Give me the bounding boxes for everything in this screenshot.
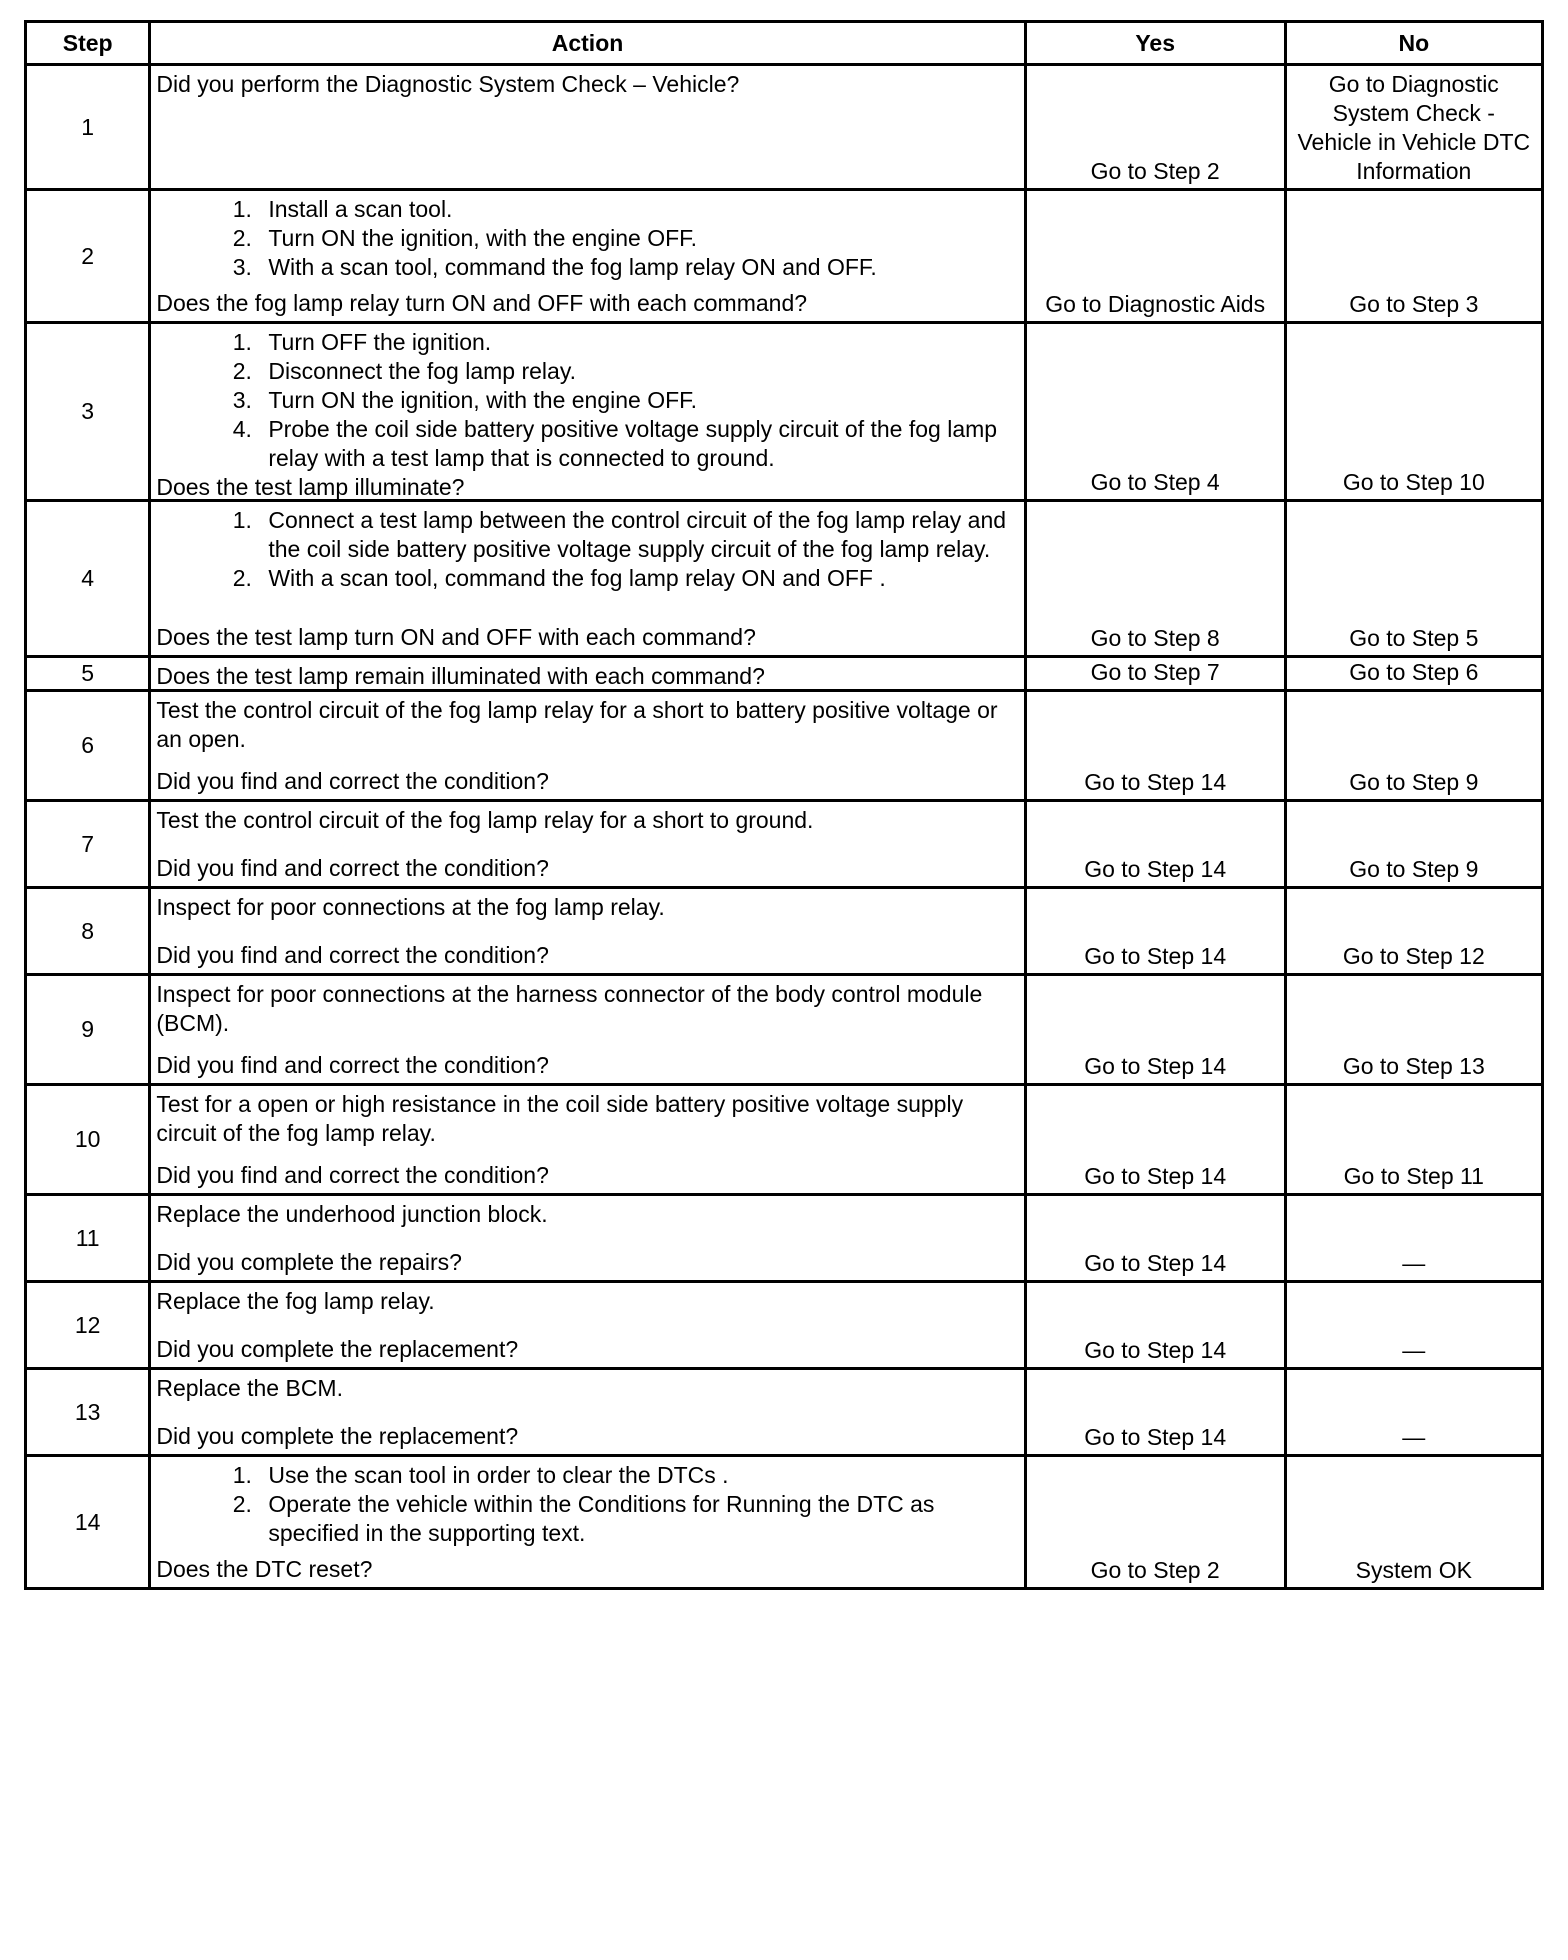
instruction-item: 2. Disconnect the fog lamp relay. xyxy=(258,357,1019,386)
step-number: 8 xyxy=(26,888,150,975)
instruction-item: 1. Install a scan tool. xyxy=(258,195,1019,224)
question-text: Does the test lamp turn ON and OFF with each command? xyxy=(156,624,756,650)
no-result: Go to Step 12 xyxy=(1285,888,1542,975)
question-text: Did you find and correct the condition? xyxy=(156,942,549,968)
action-cell xyxy=(150,1456,1025,1589)
instruction-item: 3. Turn ON the ignition, with the engine OFF. xyxy=(258,386,1019,415)
instruction-list xyxy=(156,506,1019,593)
instruction-list xyxy=(156,1461,1019,1548)
action-cell xyxy=(150,190,1025,323)
question-text: Did you complete the replacement? xyxy=(156,1336,519,1362)
header-row xyxy=(26,22,1543,65)
action-cell xyxy=(150,501,1025,657)
yes-result: Go to Diagnostic Aids xyxy=(1025,190,1285,323)
step-number: 9 xyxy=(26,975,150,1085)
table-row xyxy=(26,190,1543,323)
instruction-list xyxy=(156,328,1019,473)
no-result: Go to Step 9 xyxy=(1285,801,1542,888)
step-number: 11 xyxy=(26,1195,150,1282)
yes-result: Go to Step 14 xyxy=(1025,888,1285,975)
instruction-item: 4. Probe the coil side battery positive voltage supply circuit of the fog lamp relay with a test lamp that is connected to ground. xyxy=(258,415,1019,473)
question-text: Did you complete the replacement? xyxy=(156,1423,519,1449)
action-cell xyxy=(150,1195,1025,1282)
instruction-list xyxy=(156,195,1019,282)
action-cell xyxy=(150,691,1025,801)
no-result: Go to Step 10 xyxy=(1285,323,1542,501)
action-text: Inspect for poor connections at the fog lamp relay. xyxy=(156,894,665,920)
header-yes: Yes xyxy=(1025,22,1285,65)
instruction-item: 1. Use the scan tool in order to clear the DTCs . xyxy=(258,1461,1019,1490)
step-number: 6 xyxy=(26,691,150,801)
action-text: Replace the BCM. xyxy=(156,1375,343,1401)
action-cell xyxy=(150,1085,1025,1195)
action-text: Test the control circuit of the fog lamp relay for a short to battery positive voltage or an open. xyxy=(156,697,998,752)
yes-result: Go to Step 14 xyxy=(1025,1369,1285,1456)
action-text: Inspect for poor connections at the harness connector of the body control module (BCM). xyxy=(156,981,983,1036)
no-result: — xyxy=(1285,1369,1542,1456)
step-number: 1 xyxy=(26,65,150,190)
yes-result: Go to Step 7 xyxy=(1025,657,1285,691)
no-result: Go to Diagnostic System Check - Vehicle in Vehicle DTC Information xyxy=(1285,65,1542,190)
action-cell xyxy=(150,657,1025,691)
instruction-item: 2. With a scan tool, command the fog lamp relay ON and OFF . xyxy=(258,564,1019,593)
table-row xyxy=(26,323,1543,501)
action-cell xyxy=(150,801,1025,888)
yes-result: Go to Step 14 xyxy=(1025,801,1285,888)
table-row xyxy=(26,888,1543,975)
no-result: — xyxy=(1285,1282,1542,1369)
table-row xyxy=(26,801,1543,888)
action-cell xyxy=(150,65,1025,190)
table-row xyxy=(26,501,1543,657)
header-action: Action xyxy=(150,22,1025,65)
action-text: Replace the fog lamp relay. xyxy=(156,1288,435,1314)
yes-result: Go to Step 2 xyxy=(1025,65,1285,190)
no-result: — xyxy=(1285,1195,1542,1282)
yes-result: Go to Step 4 xyxy=(1025,323,1285,501)
question-text: Does the fog lamp relay turn ON and OFF with each command? xyxy=(156,290,808,316)
step-number: 5 xyxy=(26,657,150,691)
no-result: Go to Step 6 xyxy=(1285,657,1542,691)
question-text: Did you find and correct the condition? xyxy=(156,1052,549,1078)
no-result: Go to Step 3 xyxy=(1285,190,1542,323)
action-cell xyxy=(150,1369,1025,1456)
question-text: Does the test lamp illuminate? xyxy=(156,474,465,500)
action-cell xyxy=(150,975,1025,1085)
step-number: 4 xyxy=(26,501,150,657)
instruction-item: 1. Connect a test lamp between the control circuit of the fog lamp relay and the coil side battery positive voltage supply circuit of the fog lamp relay. xyxy=(258,506,1019,564)
yes-result: Go to Step 2 xyxy=(1025,1456,1285,1589)
table-row xyxy=(26,975,1543,1085)
no-result: System OK xyxy=(1285,1456,1542,1589)
table-row xyxy=(26,65,1543,190)
table-row xyxy=(26,657,1543,691)
question-text: Did you find and correct the condition? xyxy=(156,768,549,794)
yes-result: Go to Step 14 xyxy=(1025,975,1285,1085)
table-row xyxy=(26,1085,1543,1195)
question-text: Did you complete the repairs? xyxy=(156,1249,462,1275)
question-text: Does the test lamp remain illuminated with each command? xyxy=(156,663,765,689)
question-text: Does the DTC reset? xyxy=(156,1556,373,1582)
table-row xyxy=(26,1456,1543,1589)
step-number: 13 xyxy=(26,1369,150,1456)
no-result: Go to Step 9 xyxy=(1285,691,1542,801)
table-row xyxy=(26,1195,1543,1282)
step-number: 14 xyxy=(26,1456,150,1589)
table-row xyxy=(26,1369,1543,1456)
instruction-item: 1. Turn OFF the ignition. xyxy=(258,328,1019,357)
no-result: Go to Step 5 xyxy=(1285,501,1542,657)
action-text: Test for a open or high resistance in the coil side battery positive voltage supply circuit of the fog lamp relay. xyxy=(156,1091,964,1146)
header-no: No xyxy=(1285,22,1542,65)
yes-result: Go to Step 14 xyxy=(1025,691,1285,801)
step-number: 7 xyxy=(26,801,150,888)
instruction-item: 2. Turn ON the ignition, with the engine OFF. xyxy=(258,224,1019,253)
header-step: Step xyxy=(26,22,150,65)
action-cell xyxy=(150,1282,1025,1369)
question-text: Did you perform the Diagnostic System Check – Vehicle? xyxy=(156,71,740,97)
step-number: 10 xyxy=(26,1085,150,1195)
step-number: 3 xyxy=(26,323,150,501)
question-text: Did you find and correct the condition? xyxy=(156,1162,549,1188)
yes-result: Go to Step 14 xyxy=(1025,1085,1285,1195)
step-number: 12 xyxy=(26,1282,150,1369)
action-cell xyxy=(150,323,1025,501)
instruction-item: 3. With a scan tool, command the fog lamp relay ON and OFF. xyxy=(258,253,1019,282)
no-result: Go to Step 11 xyxy=(1285,1085,1542,1195)
yes-result: Go to Step 14 xyxy=(1025,1282,1285,1369)
no-result: Go to Step 13 xyxy=(1285,975,1542,1085)
action-text: Test the control circuit of the fog lamp relay for a short to ground. xyxy=(156,807,814,833)
yes-result: Go to Step 8 xyxy=(1025,501,1285,657)
table-row xyxy=(26,1282,1543,1369)
question-text: Did you find and correct the condition? xyxy=(156,855,549,881)
yes-result: Go to Step 14 xyxy=(1025,1195,1285,1282)
action-text: Replace the underhood junction block. xyxy=(156,1201,548,1227)
instruction-item: 2. Operate the vehicle within the Conditions for Running the DTC as specified in the supporting text. xyxy=(258,1490,1019,1548)
table-row xyxy=(26,691,1543,801)
diagnostic-table xyxy=(24,20,1544,1590)
action-cell xyxy=(150,888,1025,975)
step-number: 2 xyxy=(26,190,150,323)
